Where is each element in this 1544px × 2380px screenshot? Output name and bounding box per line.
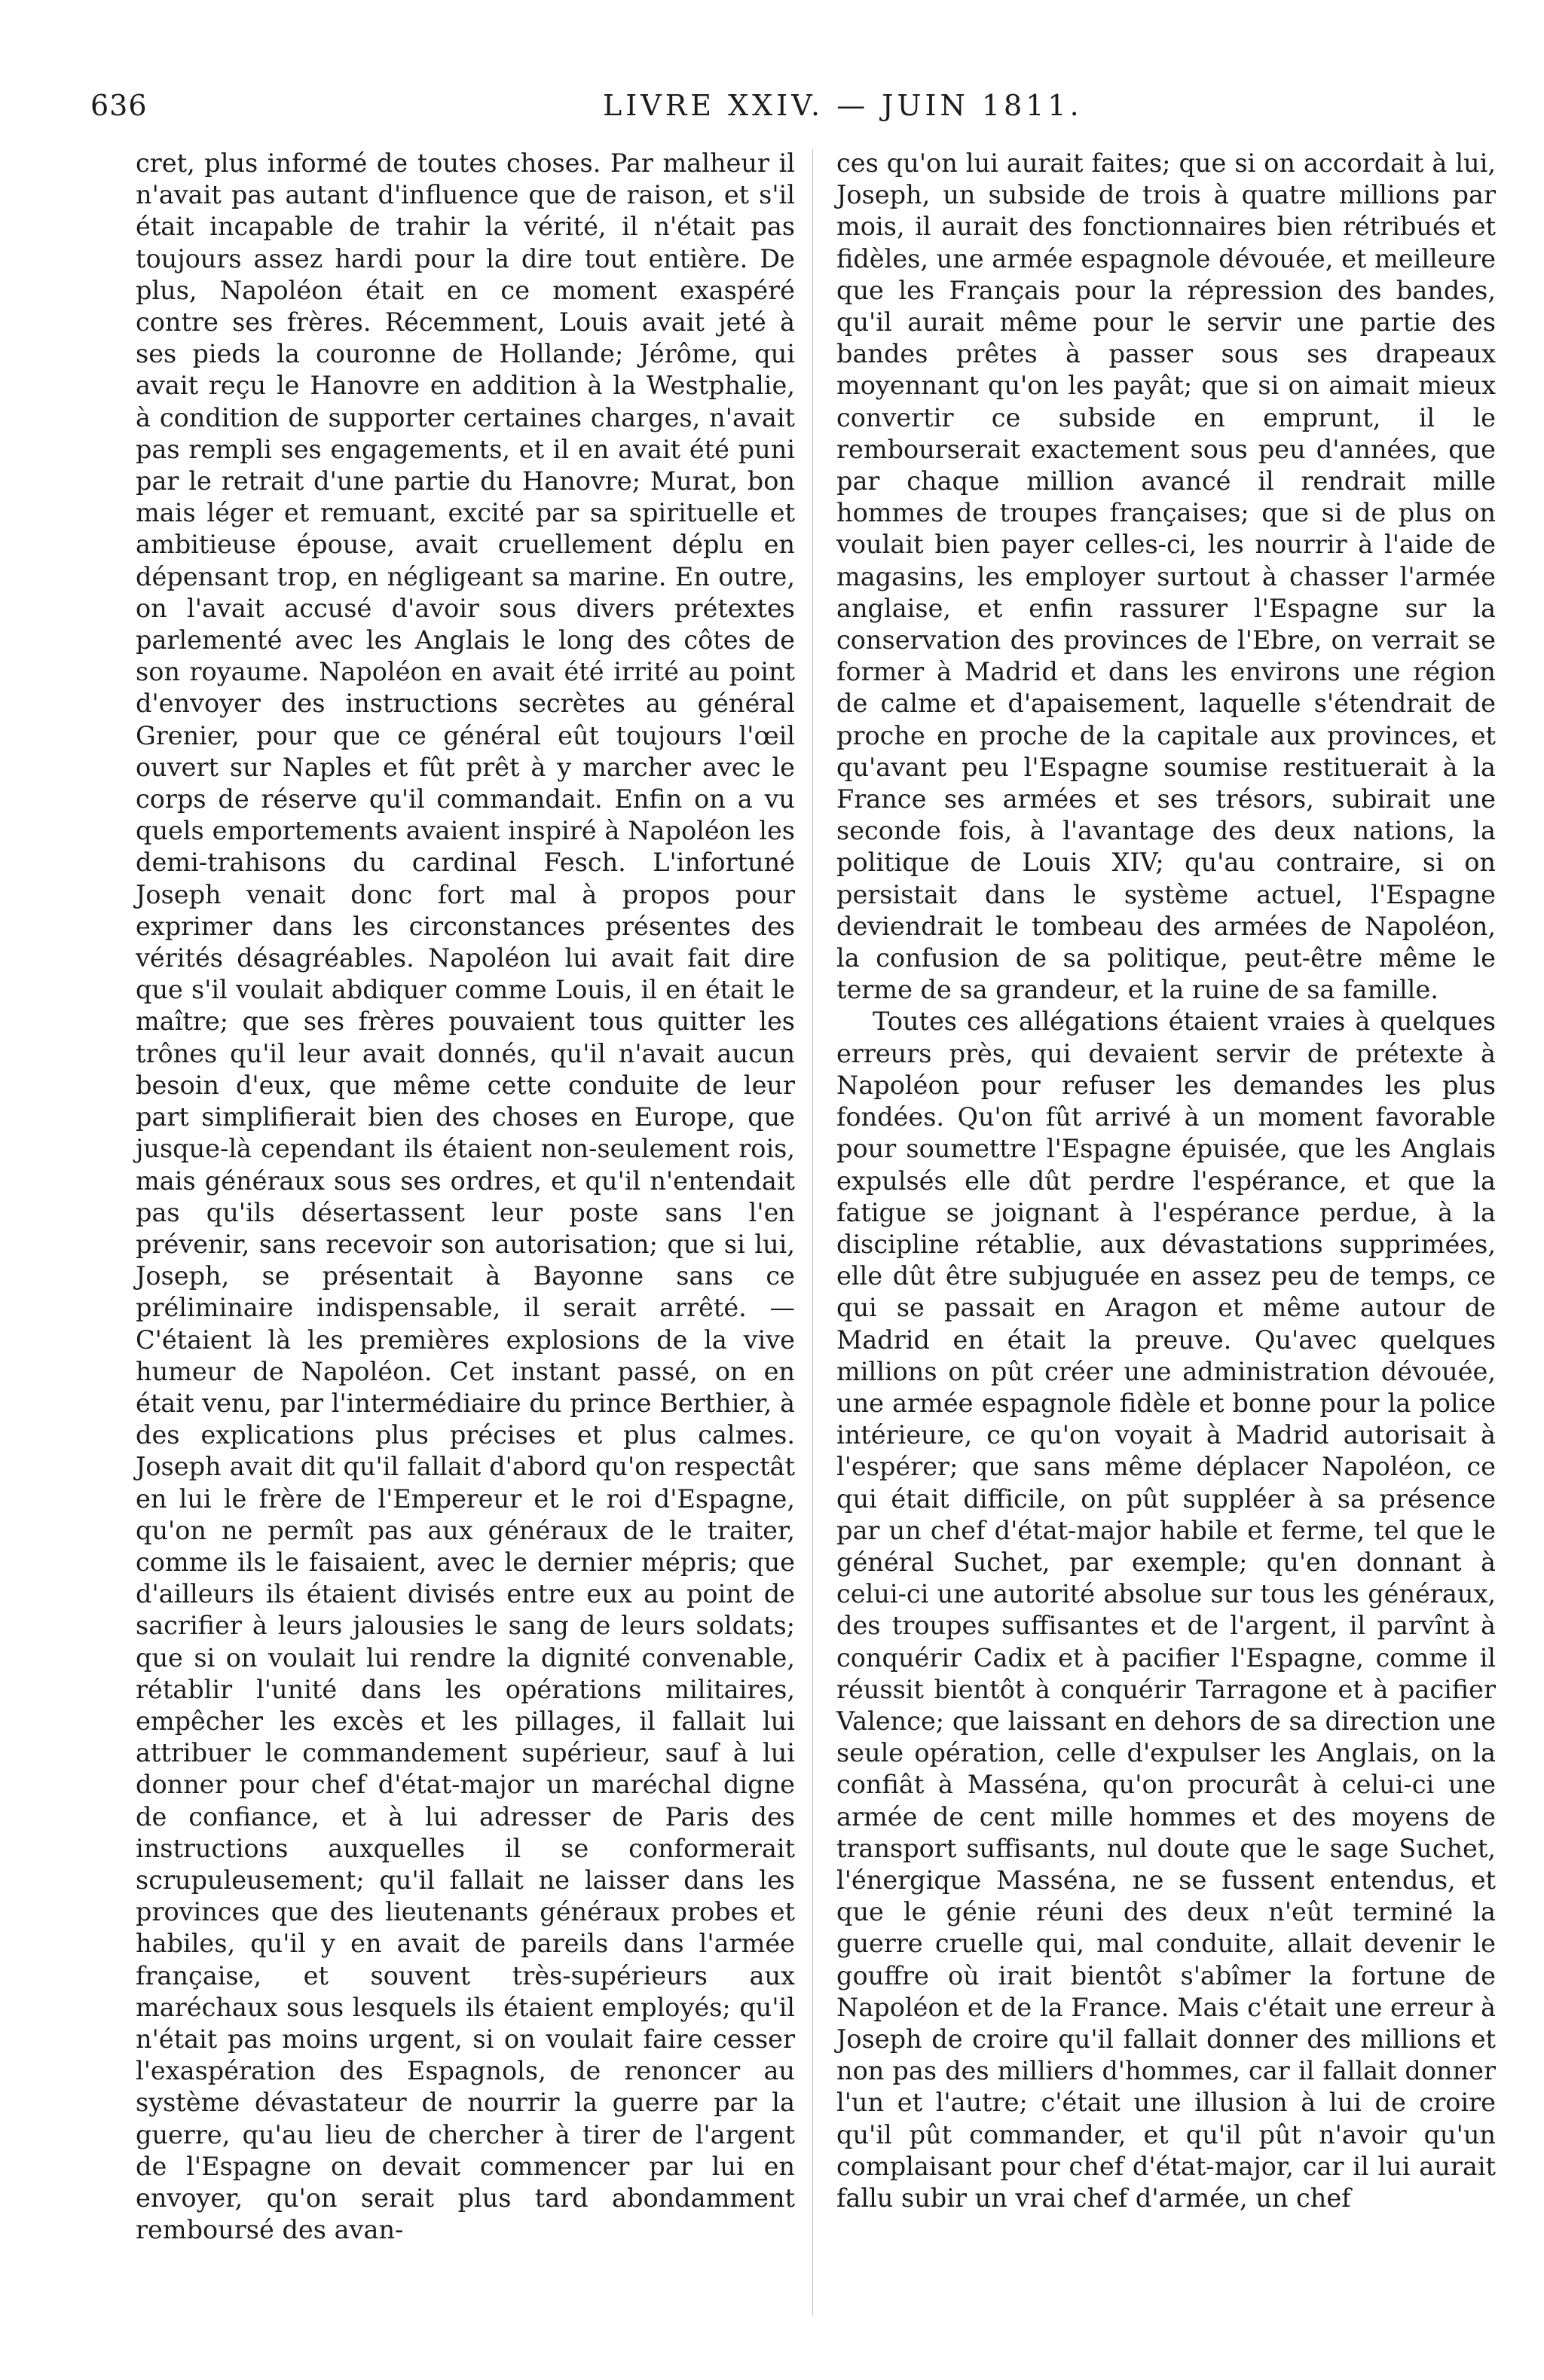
column-divider <box>812 149 813 2315</box>
right-paragraph-2: Toutes ces allégations étaient vraies à quelques erreurs près, qui devaient servir de prétexte à Napoléon pour refuser les demandes les plus fondées. Qu'on fût arrivé à un moment favorable pour soumettre l'Espagne épuisée, que les Anglais expulsés elle dût perdre l'espérance, et que la fatigue se joignant à l'espérance perdue, à la discipline rétablie, aux dévastations supprimées, elle dût être subjuguée en assez peu de temps, ce qui se passait en Aragon et même autour de Madrid en était la preuve. Qu'avec quelques millions on pût créer une administration dévouée, une armée espagnole fidèle et bonne pour la police intérieure, ce qu'on voyait à Madrid autorisait à l'espérer; que sans même déplacer Napoléon, ce qui était difficile, on pût suppléer à sa présence par un chef d'état-major habile et ferme, tel que le général Suchet, par exemple; qu'en donnant à celui-ci une autorité absolue sur tous les généraux, des troupes suffisantes et de l'argent, il parvînt à conquérir Cadix et à pacifier l'Espagne, comme il réussit bientôt à conquérir Tarragone et à pacifier Valence; que laissant en dehors de sa direction une seule opération, celle d'expulser les Anglais, on la confiât à Masséna, qu'on procurât à celui-ci une armée de cent mille hommes et des moyens de transport suffisants, nul doute que le sage Suchet, l'énergique Masséna, ne se fussent entendus, et que le génie réuni des deux n'eût terminé la guerre cruelle qui, mal conduite, allait devenir le gouffre où irait bientôt s'abîmer la fortune de Napoléon et de la France. Mais c'était une erreur à Joseph de croire qu'il fallait donner des millions et non pas des milliers d'hommes, car il fallait donner l'un et l'autre; c'était une illusion à lui de croire qu'il pût commander, et qu'il pût n'avoir qu'un complaisant pour chef d'état-major, car il lui aurait fallu subir un vrai chef d'armée, un chef <box>836 1007 1496 2213</box>
right-column <box>836 148 1496 2214</box>
right-paragraph-1: ces qu'on lui aurait faites; que si on accordait à lui, Joseph, un subside de trois à quatre millions par mois, il aurait des fonctionnaires bien rétribués et fidèles, une armée espagnole dévouée, et meilleure que les Français pour la répression des bandes, qu'il aurait même pour le servir une partie des bandes prêtes à passer sous ses drapeaux moyennant qu'on les payât; que si on aimait mieux convertir ce subside en emprunt, il le rembourserait exactement sous peu d'années, que par chaque million avancé il rendrait mille hommes de troupes françaises; que si de plus on voulait bien payer celles-ci, les nourrir à l'aide de magasins, les employer surtout à chasser l'armée anglaise, et enfin rassurer l'Espagne sur la conservation des provinces de l'Ebre, on verrait se former à Madrid et dans les environs une région de calme et d'apaisement, laquelle s'étendrait de proche en proche de la capitale aux provinces, et qu'avant peu l'Espagne soumise restituerait à la France ses armées et ses trésors, subirait une seconde fois, à l'avantage des deux nations, la politique de Louis XIV; qu'au contraire, si on persistait dans le système actuel, l'Espagne deviendrait le tombeau des armées de Napoléon, la confusion de sa politique, peut-être même le terme de sa grandeur, et la ruine de sa famille. <box>836 148 1496 1005</box>
left-column <box>136 148 795 2246</box>
running-title: LIVRE XXIV. — JUIN 1811. <box>603 89 1083 122</box>
left-paragraph-1: cret, plus informé de toutes choses. Par malheur il n'avait pas autant d'influence que de raison, et s'il était incapable de trahir la vérité, il n'était pas toujours assez hardi pour la dire tout entière. De plus, Napoléon était en ce moment exaspéré contre ses frères. Récemment, Louis avait jeté à ses pieds la couronne de Hollande; Jérôme, qui avait reçu le Hanovre en addition à la Westphalie, à condition de supporter certaines charges, n'avait pas rempli ses engagements, et il en avait été puni par le retrait d'une partie du Hanovre; Murat, bon mais léger et remuant, excité par sa spirituelle et ambitieuse épouse, avait cruellement déplu en dépensant trop, en négligeant sa marine. En outre, on l'avait accusé d'avoir sous divers prétextes parlementé avec les Anglais le long des côtes de son royaume. Napoléon en avait été irrité au point d'envoyer des instructions secrètes au général Grenier, pour que ce général eût toujours l'œil ouvert sur Naples et fût prêt à y marcher avec le corps de réserve qu'il commandait. Enfin on a vu quels emportements avaient inspiré à Napoléon les demi-trahisons du cardinal Fesch. L'infortuné Joseph venait donc fort mal à propos pour exprimer dans les circonstances présentes des vérités désagréables. Napoléon lui avait fait dire que s'il voulait abdiquer comme Louis, il en était le maître; que ses frères pouvaient tous quitter les trônes qu'il leur avait donnés, qu'il n'avait aucun besoin d'eux, que même cette conduite de leur part simplifierait bien des choses en Europe, que jusque-là cependant ils étaient non-seulement rois, mais généraux sous ses ordres, et qu'il n'entendait pas qu'ils désertassent leur poste sans l'en prévenir, sans recevoir son autorisation; que si lui, Joseph, se présentait à Bayonne sans ce préliminaire indispensable, il serait arrêté. — C'étaient là les premières explosions de la vive humeur de Napoléon. Cet instant passé, on en était venu, par l'intermédiaire du prince Berthier, à des explications plus précises et plus calmes. Joseph avait dit qu'il fallait d'abord qu'on respectât en lui le frère de l'Empereur et le roi d'Espagne, qu'on ne permît pas aux généraux de le traiter, comme ils le faisaient, avec le dernier mépris; que d'ailleurs ils étaient divisés entre eux au point de sacrifier à leurs jalousies le sang de leurs soldats; que si on voulait lui rendre la dignité convenable, rétablir l'unité dans les opérations militaires, empêcher les excès et les pillages, il fallait lui attribuer le commandement supérieur, sauf à lui donner pour chef d'état-major un maréchal digne de confiance, et à lui adresser de Paris des instructions auxquelles il se conformerait scrupuleusement; qu'il fallait ne laisser dans les provinces que des lieutenants généraux probes et habiles, qu'il y en avait de pareils dans l'armée française, et souvent très-supérieurs aux maréchaux sous lesquels ils étaient employés; qu'il n'était pas moins urgent, si on voulait faire cesser l'exaspération des Espagnols, de renoncer au système dévastateur de nourrir la guerre par la guerre, qu'au lieu de chercher à tirer de l'argent de l'Espagne on devait commencer par lui en envoyer, qu'on serait plus tard abondamment remboursé des avan- <box>136 148 795 2245</box>
running-head <box>90 89 1492 134</box>
page-number: 636 <box>90 89 148 122</box>
